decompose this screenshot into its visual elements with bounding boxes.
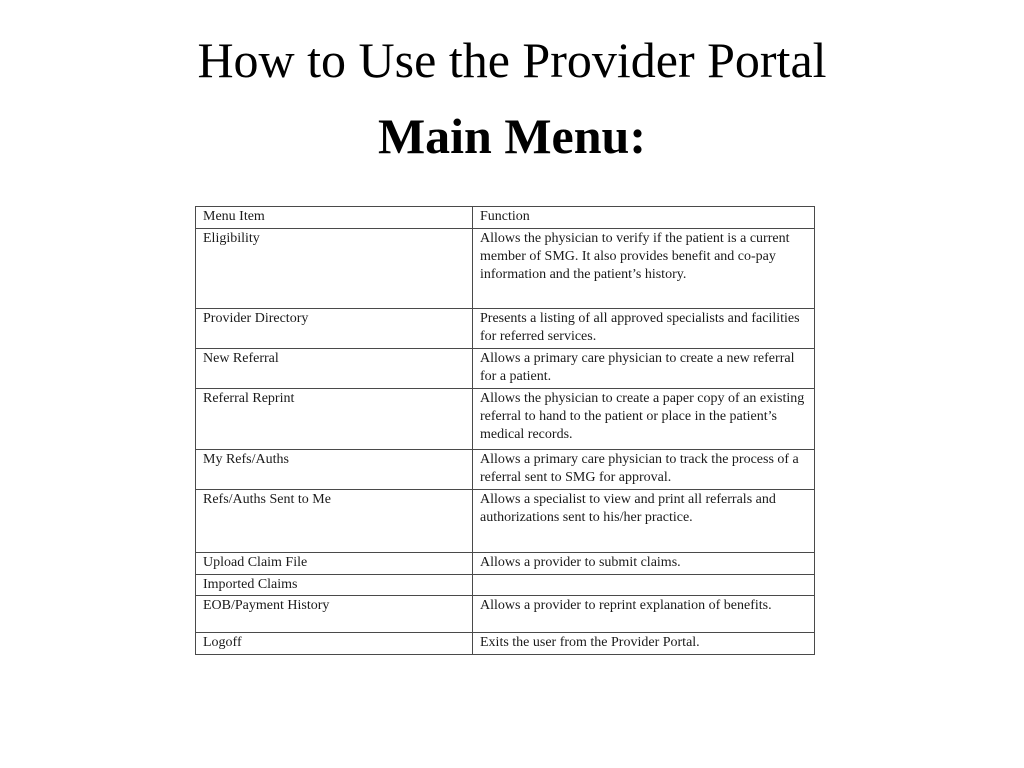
table-row xyxy=(196,450,815,490)
slide-title: How to Use the Provider Portal xyxy=(197,32,827,88)
table-row xyxy=(196,349,815,389)
table-row xyxy=(196,389,815,450)
table-header-row xyxy=(196,207,815,229)
menu-item-cell: Referral Reprint xyxy=(196,389,473,450)
function-cell: Exits the user from the Provider Portal. xyxy=(473,633,815,655)
table-row xyxy=(196,309,815,349)
function-cell: Allows a primary care physician to create a new referral for a patient. xyxy=(473,349,815,389)
function-cell: Allows the physician to verify if the patient is a current member of SMG. It also provides benefit and co-pay information and the patient’s history. xyxy=(473,229,815,309)
function-cell: Allows the physician to create a paper copy of an existing referral to hand to the patient or place in the patient’s medical records. xyxy=(473,389,815,450)
table-row xyxy=(196,229,815,309)
function-cell: Allows a specialist to view and print all referrals and authorizations sent to his/her practice. xyxy=(473,490,815,553)
header-menu-item: Menu Item xyxy=(196,207,473,229)
function-cell: Allows a provider to submit claims. xyxy=(473,553,815,575)
table-row xyxy=(196,490,815,553)
function-cell: Allows a provider to reprint explanation of benefits. xyxy=(473,596,815,633)
menu-item-cell: Logoff xyxy=(196,633,473,655)
menu-item-cell: Imported Claims xyxy=(196,575,473,596)
slide-subtitle: Main Menu: xyxy=(377,108,647,164)
table-row xyxy=(196,633,815,655)
table-row xyxy=(196,575,815,596)
menu-table-body xyxy=(196,207,815,655)
menu-item-cell: New Referral xyxy=(196,349,473,389)
function-cell xyxy=(473,575,815,596)
menu-item-cell: Eligibility xyxy=(196,229,473,309)
header-function: Function xyxy=(473,207,815,229)
menu-item-cell: Refs/Auths Sent to Me xyxy=(196,490,473,553)
table-row xyxy=(196,553,815,575)
menu-item-cell: My Refs/Auths xyxy=(196,450,473,490)
function-cell: Allows a primary care physician to track the process of a referral sent to SMG for approval. xyxy=(473,450,815,490)
menu-item-cell: Provider Directory xyxy=(196,309,473,349)
function-cell: Presents a listing of all approved specialists and facilities for referred services. xyxy=(473,309,815,349)
menu-item-cell: EOB/Payment History xyxy=(196,596,473,633)
menu-item-cell: Upload Claim File xyxy=(196,553,473,575)
table-row xyxy=(196,596,815,633)
menu-table xyxy=(195,206,815,655)
